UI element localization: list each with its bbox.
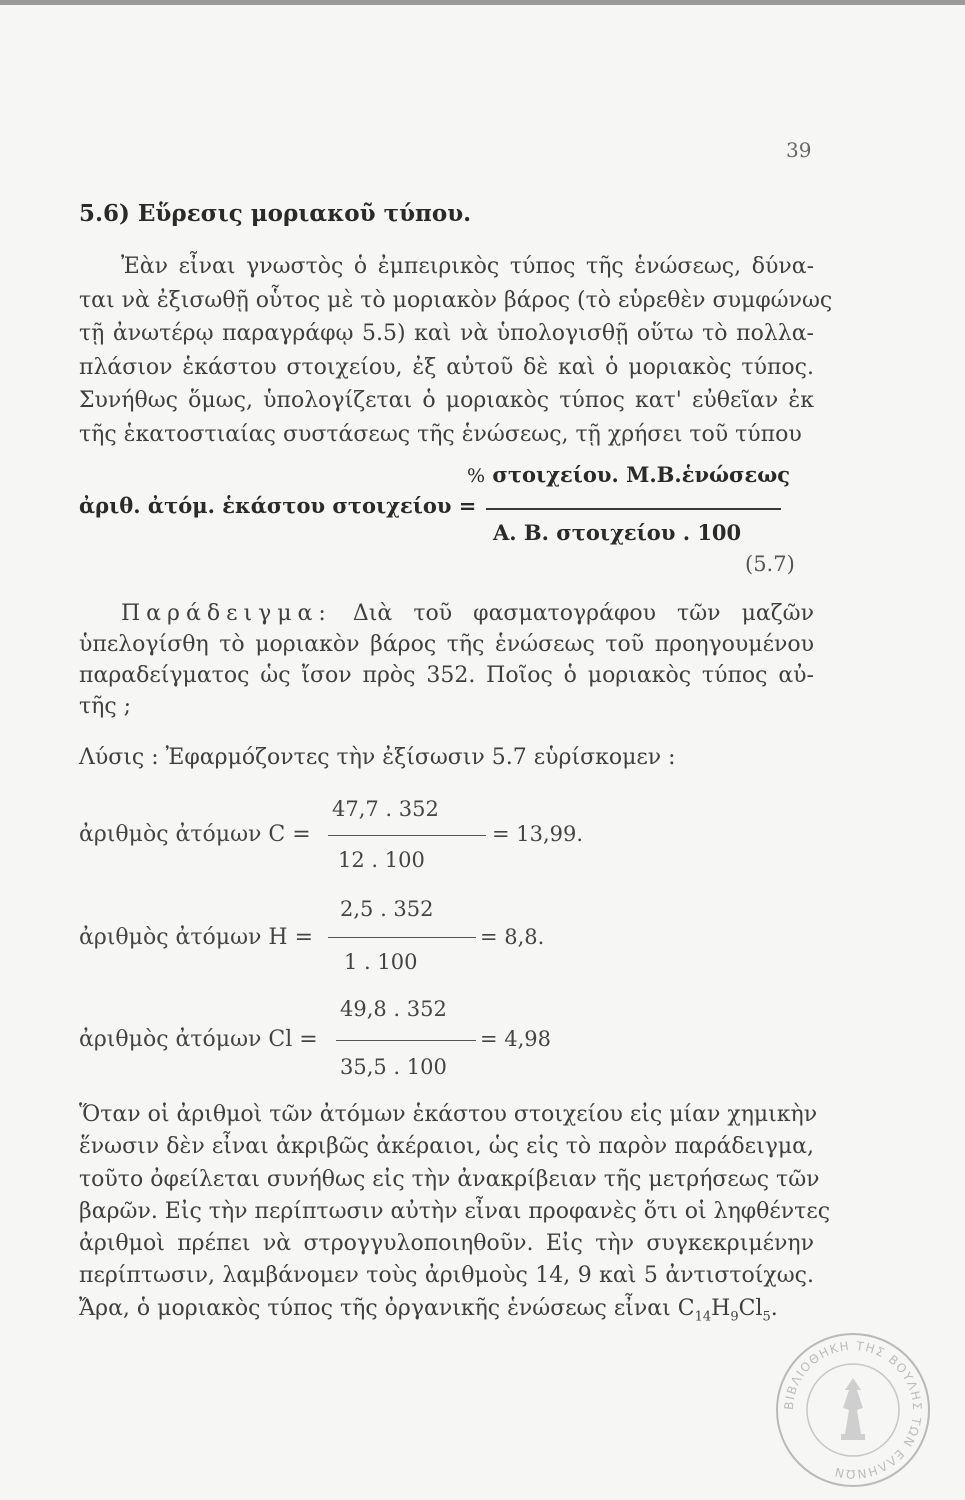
equation-label: (5.7) bbox=[745, 552, 795, 576]
calc-c-fraction-bar bbox=[328, 835, 486, 836]
page-number: 39 bbox=[786, 138, 812, 162]
calc-h-numerator: 2,5 . 352 bbox=[340, 897, 434, 921]
percent-sign: % bbox=[467, 465, 486, 487]
element-cl: Cl bbox=[738, 1295, 763, 1321]
calc-cl-denominator: 35,5 . 100 bbox=[340, 1055, 447, 1079]
subscript-h: 9 bbox=[730, 1309, 739, 1325]
calc-h-fraction-bar bbox=[328, 937, 476, 938]
paragraph-1 bbox=[79, 250, 833, 451]
paragraph-line: Ἐὰν εἶναι γνωστὸς ὁ ἐμπειρικὸς τύπος τῆς ἑνώσεως, δύνα- bbox=[121, 254, 814, 279]
numerator-text: στοιχείου. Μ.Β.ἑνώσεως bbox=[492, 462, 791, 487]
formula-numerator bbox=[467, 462, 790, 487]
molecular-formula bbox=[677, 1295, 778, 1325]
paragraph-line: ται νὰ ἐξισωθῇ οὗτος μὲ τὸ μοριακὸν βάρος (τὸ εὑρεθὲν συμφώνως bbox=[79, 287, 833, 313]
paragraph-line: Συνήθως ὅμως, ὑπολογίζεται ὁ μοριακὸς τύπος κατ' εὐθεῖαν ἐκ bbox=[79, 388, 814, 413]
example-label: Παράδειγμα: bbox=[121, 601, 332, 626]
solution-line bbox=[79, 742, 814, 773]
element-c: C bbox=[677, 1295, 695, 1321]
formula-denominator: Α. Β. στοιχείου . 100 bbox=[493, 520, 742, 545]
paragraph-line: τῆς ἑκατοστιαίας συστάσεως τῆς ἑνώσεως, τῇ χρήσει τοῦ τύπου bbox=[79, 421, 802, 447]
element-h: H bbox=[711, 1295, 731, 1321]
calc-cl-result: = 4,98 bbox=[480, 1027, 552, 1051]
formula-lhs: ἀριθ. ἀτόμ. ἑκάστου στοιχείου = bbox=[79, 493, 477, 518]
paragraph-line: πλάσιον ἑκάστου στοιχείου, ἐξ αὐτοῦ δὲ καὶ ὁ μοριακὸς τύπος. bbox=[79, 354, 814, 380]
calc-h-result: = 8,8. bbox=[480, 925, 545, 949]
calc-c-numerator: 47,7 . 352 bbox=[332, 797, 439, 821]
calc-c-label: ἀριθμὸς ἀτόμων C = bbox=[79, 822, 311, 847]
calc-cl-numerator: 49,8 . 352 bbox=[340, 997, 447, 1021]
calc-cl-label: ἀριθμὸς ἀτόμων Cl = bbox=[79, 1027, 318, 1052]
calc-cl-fraction-bar bbox=[336, 1040, 476, 1041]
paragraph-line: ἀριθμοὶ πρέπει νὰ στρογγυλοποιηθοῦν. Εἰς τὴν συγκεκριμένην bbox=[79, 1231, 814, 1257]
subscript-cl: 5 bbox=[762, 1309, 771, 1325]
final-line-text: Ἄρα, ὁ μοριακὸς τύπος τῆς ὀργανικῆς ἑνώσεως εἶναι bbox=[79, 1295, 671, 1321]
calc-c-denominator: 12 . 100 bbox=[338, 848, 425, 872]
solution-text: Λύσις : Ἐφαρμόζοντες τὴν ἐξίσωσιν 5.7 εὑρίσκομεν : bbox=[79, 745, 676, 770]
paragraph-line: ἕνωσιν δὲν εἶναι ἀκριβῶς ἀκέραιοι, ὡς εἰς τὸ παρὸν παράδειγμα, bbox=[79, 1134, 814, 1160]
stamp-text: ΒΙΒΛΙΟΘΗΚΗ ΤΗΣ ΒΟΥΛΗΣ ΤΩΝ ΕΛΛΗΝΩΝ bbox=[781, 1338, 925, 1482]
example-line: τῆς ; bbox=[79, 694, 132, 719]
paragraph-line: τοῦτο ὀφείλεται συνήθως εἰς τὴν ἀνακρίβειαν τῆς μετρήσεως τῶν bbox=[79, 1166, 820, 1192]
final-period: . bbox=[770, 1295, 778, 1321]
example-line: ὑπελογίσθη τὸ μοριακὸν βάρος τῆς ἑνώσεως τοῦ προηγουμένου bbox=[79, 632, 814, 657]
calc-c-result: = 13,99. bbox=[492, 822, 584, 846]
fraction-bar bbox=[486, 508, 781, 510]
calc-h-label: ἀριθμὸς ἀτόμων H = bbox=[79, 925, 314, 950]
subscript-c: 14 bbox=[694, 1309, 712, 1325]
paragraph-line: περίπτωσιν, λαμβάνομεν τοὺς ἀριθμοὺς 14, 9 καὶ 5 ἀντιστοίχως. bbox=[79, 1263, 814, 1289]
example-line: παραδείγματος ὡς ἴσον πρὸς 352. Ποῖος ὁ μοριακὸς τύπος αὐ- bbox=[79, 663, 814, 688]
paragraph-line: βαρῶν. Εἰς τὴν περίπτωσιν αὐτὴν εἶναι προφανὲς ὅτι οἱ ληφθέντες bbox=[79, 1198, 831, 1224]
paragraph-line: Ὅταν οἱ ἀριθμοὶ τῶν ἀτόμων ἑκάστου στοιχείου εἰς μίαν χημικὴν bbox=[79, 1102, 818, 1127]
final-line bbox=[79, 1293, 814, 1334]
example-first-line bbox=[79, 598, 814, 629]
top-edge bbox=[0, 0, 965, 5]
example-text: Διὰ τοῦ φασματογράφου τῶν μαζῶν bbox=[352, 601, 814, 626]
library-stamp-icon bbox=[773, 1330, 933, 1490]
example-block bbox=[79, 598, 814, 722]
section-heading: 5.6) Εὕρεσις μοριακοῦ τύπου. bbox=[79, 200, 472, 227]
calc-h-denominator: 1 . 100 bbox=[344, 950, 418, 974]
paragraph-2 bbox=[79, 1099, 831, 1333]
paragraph-line: τῇ ἀνωτέρῳ παραγράφῳ 5.5) καὶ νὰ ὑπολογισθῇ οὕτω τὸ πολλα- bbox=[79, 321, 814, 346]
